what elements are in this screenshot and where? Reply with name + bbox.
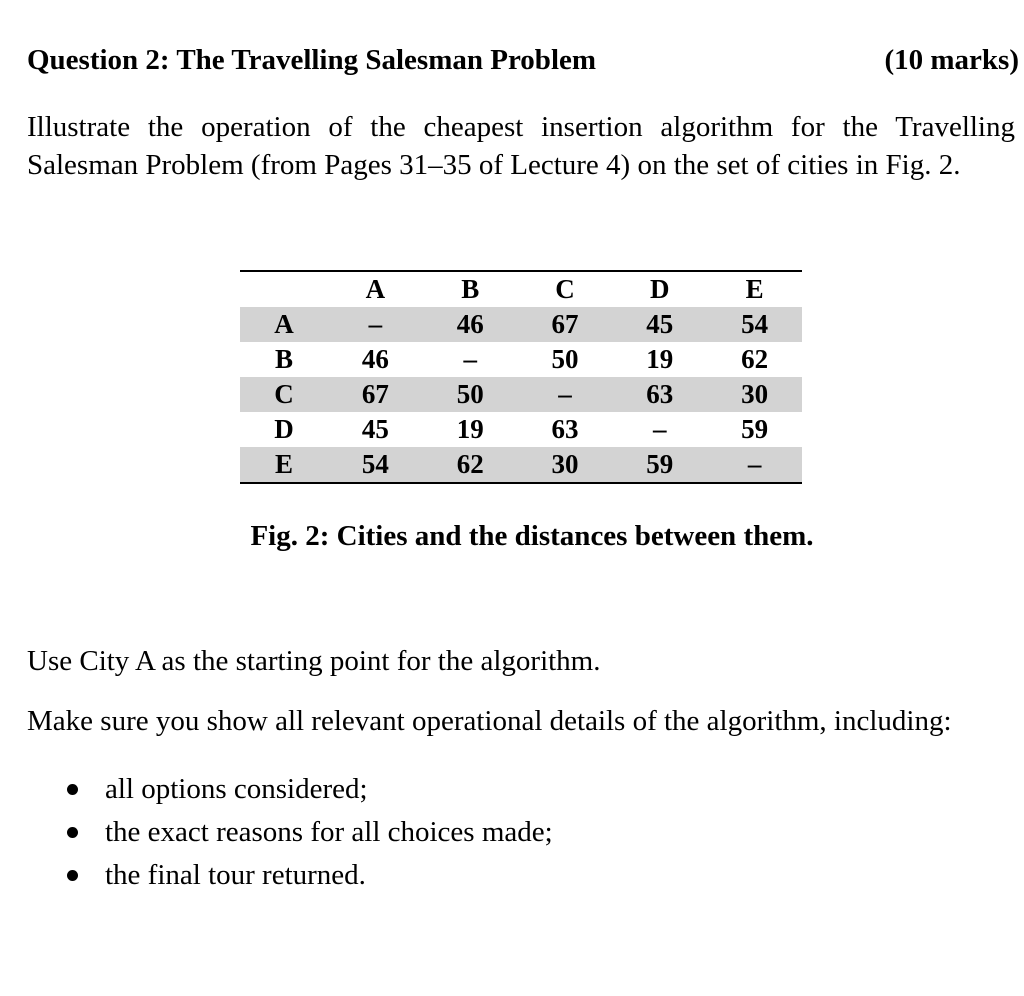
row-header: C	[240, 377, 328, 412]
table-cell: 54	[707, 307, 802, 342]
table-cell: 45	[361, 414, 389, 444]
details-instruction: Make sure you show all relevant operational details of the algorithm, including:	[27, 705, 952, 737]
row-header: A	[240, 307, 328, 342]
column-header: B	[461, 274, 480, 304]
table-cell: 54	[328, 447, 423, 483]
question-heading	[27, 44, 1019, 80]
table-row	[240, 377, 802, 412]
table-cell: 50	[423, 377, 518, 412]
list-item-text: all options considered;	[105, 773, 368, 805]
start-instruction: Use City A as the starting point for the algorithm.	[27, 645, 601, 677]
list-item	[27, 811, 553, 854]
requirements-list	[27, 768, 553, 897]
table-row	[240, 307, 802, 342]
table-row	[240, 412, 802, 447]
table-cell: 45	[612, 307, 707, 342]
table-cell: –	[653, 414, 667, 444]
bullet-icon	[67, 870, 78, 881]
table-row	[240, 447, 802, 483]
table-cell: –	[518, 377, 613, 412]
table-header-row	[240, 271, 802, 307]
table-cell: 67	[328, 377, 423, 412]
table-cell: 19	[456, 414, 484, 444]
intro-paragraph	[27, 108, 1015, 184]
table-cell: 67	[518, 307, 613, 342]
table-cell: 19	[646, 344, 674, 374]
intro-line-2: Salesman Problem (from Pages 31–35 of Lecture 4) on the set of cities in Fig. 2.	[27, 149, 961, 181]
table-cell: 46	[361, 344, 389, 374]
table-cell: 46	[423, 307, 518, 342]
distance-table	[240, 270, 802, 484]
column-header: E	[745, 274, 764, 304]
list-item	[27, 768, 553, 811]
table-cell: 30	[707, 377, 802, 412]
table-row	[240, 342, 802, 377]
table-cell: 50	[551, 344, 579, 374]
question-marks: (10 marks)	[884, 44, 1019, 76]
table-cell: 30	[518, 447, 613, 483]
list-item-text: the exact reasons for all choices made;	[105, 816, 553, 848]
column-header: C	[555, 274, 575, 304]
table-cell: –	[463, 344, 477, 374]
figure-caption: Fig. 2: Cities and the distances between them.	[250, 520, 814, 552]
question-title: Question 2: The Travelling Salesman Problem	[27, 44, 597, 76]
list-item	[27, 854, 553, 897]
table-cell: –	[328, 307, 423, 342]
row-header: D	[274, 414, 294, 444]
row-header: E	[240, 447, 328, 483]
table-cell: 62	[423, 447, 518, 483]
table-corner-cell	[240, 271, 328, 307]
table-cell: 63	[551, 414, 579, 444]
table-cell: 59	[612, 447, 707, 483]
table-cell: 62	[741, 344, 769, 374]
bullet-icon	[67, 784, 78, 795]
table-cell: 59	[741, 414, 769, 444]
bullet-icon	[67, 827, 78, 838]
table-cell: –	[707, 447, 802, 483]
intro-line-1: Illustrate the operation of the cheapest insertion algorithm for the Travelling	[27, 111, 1015, 143]
table-cell: 63	[612, 377, 707, 412]
column-header: A	[365, 274, 386, 304]
list-item-text: the final tour returned.	[105, 859, 366, 891]
column-header: D	[650, 274, 670, 304]
row-header: B	[274, 344, 293, 374]
